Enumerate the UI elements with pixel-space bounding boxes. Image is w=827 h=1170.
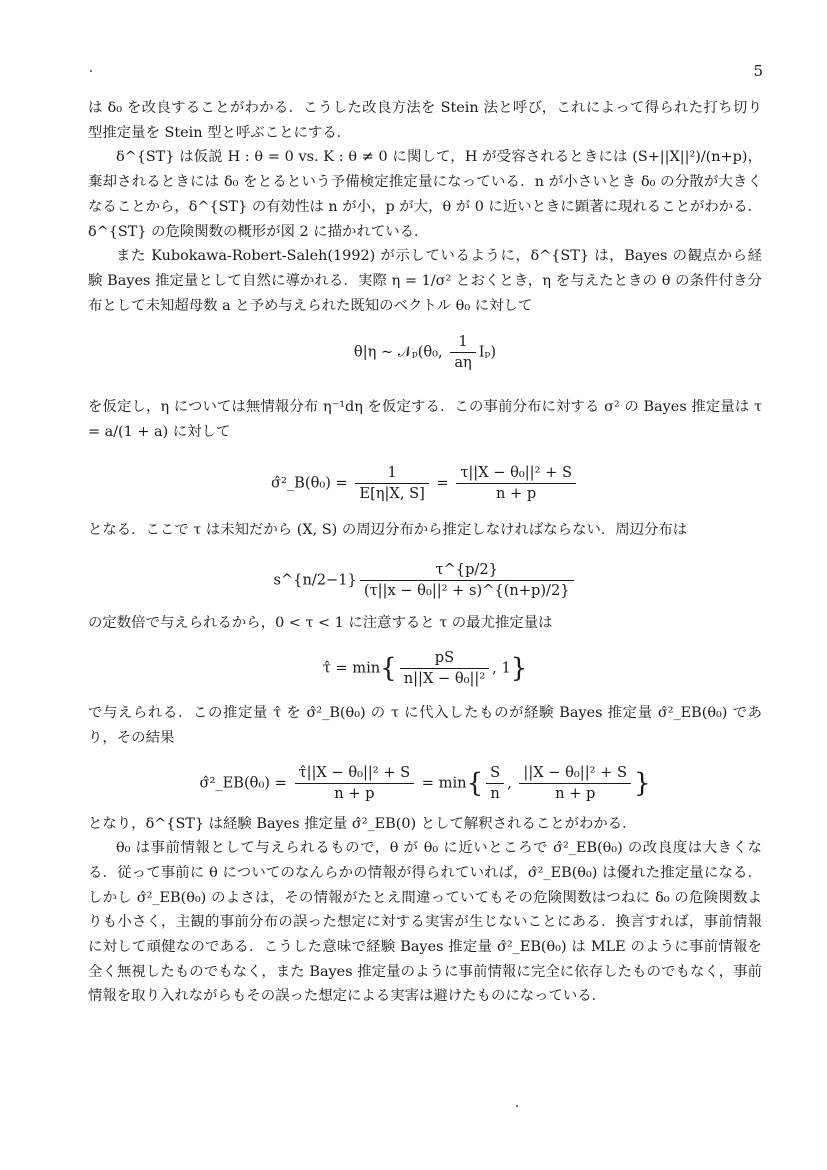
fraction-numerator: τ||X − θ₀||² + S bbox=[456, 463, 576, 484]
right-brace: } bbox=[633, 768, 651, 799]
paragraph-4: を仮定し，η については無情報分布 η⁻¹dη を仮定する．この事前分布に対する σ² の Bayes 推定量は τ = a/(1 + a) に対して bbox=[88, 399, 762, 441]
fraction-denominator: n + p bbox=[496, 484, 537, 502]
equation-prior-rhs: Iₚ) bbox=[478, 343, 497, 361]
paragraph-2: δ^{ST} は仮説 H : θ = 0 vs. K : θ ≠ 0 に関して，H が受容されるときには (S+||X||²)/(n+p)，棄却されるときには δ₀ をとるという予備検定推定量になっている．n が小さいとき δ₀ の分散が大きくなることから，δ^{ST} の有効性は n が小，p が大，θ が 0 に近いときに顕著に現れることがわかる．δ^{ST} の危険関数の概形が図 2 に描かれている． bbox=[88, 149, 762, 240]
equation-mle bbox=[88, 648, 762, 689]
fraction-numerator: pS bbox=[400, 648, 489, 669]
equation-bayes-fraction-1 bbox=[355, 463, 428, 504]
fraction-numerator: τ^{p/2} bbox=[360, 560, 574, 581]
fraction-denominator: n + p bbox=[555, 784, 596, 802]
equation-eb-fraction-1 bbox=[295, 763, 415, 804]
paragraph-9: θ₀ は事前情報として与えられるもので，θ が θ₀ に近いところで σ̂²_EB(θ₀) の改良度は大きくなる．従って事前に θ についてのなんらかの情報が得られていれば，σ̂²_EB(θ₀) は優れた推定量になる．しかし σ̂²_EB(θ₀) のよさは，その情報がたとえ間違っていてもその危険関数はつねに δ₀ の危険関数よりも小さく，主観的事前分布の誤った想定に対する実害が生じないことにある．換言すれば，事前情報に対して頑健なのである．こうした意味で経験 Bayes 推定量 σ̂²_EB(θ₀) は MLE のように事前情報を全く無視したものでもなく，また Bayes 推定量のように事前情報に完全に依存したものでもなく，事前情報を取り入れながらもその誤った想定による実害は避けたものになっている． bbox=[88, 840, 762, 1005]
fraction-numerator: ||X − θ₀||² + S bbox=[519, 763, 631, 784]
equation-mle-lhs: τ̂ = min bbox=[322, 659, 381, 677]
equation-empirical-bayes bbox=[88, 763, 762, 804]
fraction-numerator: τ̂||X − θ₀||² + S bbox=[295, 763, 415, 784]
paragraph-5: となる．ここで τ は未知だから (X, S) の周辺分布から推定しなければならない．周辺分布は bbox=[88, 521, 688, 538]
equation-mle-rhs: , 1 bbox=[492, 659, 511, 677]
equation-prior-lhs: θ|η ∼ 𝒩ₚ(θ₀, bbox=[353, 343, 448, 361]
equation-prior-fraction bbox=[450, 332, 475, 373]
paragraph-8: となり，δ^{ST} は経験 Bayes 推定量 σ̂²_EB(0) として解釈されることがわかる． bbox=[88, 815, 637, 832]
equation-bayes bbox=[88, 463, 762, 504]
scan-speck bbox=[516, 1105, 518, 1107]
fraction-denominator: aη bbox=[454, 354, 472, 372]
fraction-denominator: n||X − θ₀||² bbox=[403, 670, 486, 688]
equation-marginal-fraction bbox=[360, 560, 574, 601]
paragraph-3: また Kubokawa-Robert-Saleh(1992) が示しているように，δ^{ST} は，Bayes の観点から経験 Bayes 推定量として自然に導かれる．実際 η = 1/σ² とおくとき，η を与えたときの θ の条件付き分布として未知超母数 a と予め与えられた既知のベクトル θ₀ に対して bbox=[88, 248, 762, 314]
left-brace: { bbox=[380, 653, 397, 684]
equation-marginal-lhs: s^{n/2−1} bbox=[273, 571, 357, 589]
equation-marginal bbox=[88, 560, 762, 601]
scan-speck bbox=[90, 70, 92, 72]
equals-sign: = bbox=[431, 474, 454, 492]
left-brace: { bbox=[466, 768, 484, 799]
equation-bayes-fraction-2 bbox=[456, 463, 576, 504]
fraction-numerator: S bbox=[486, 763, 504, 784]
separator: , bbox=[507, 774, 517, 792]
equation-eb-lhs: σ̂²_EB(θ₀) = bbox=[199, 774, 292, 792]
fraction-denominator: n bbox=[490, 784, 500, 802]
equation-eb-fraction-3 bbox=[519, 763, 631, 804]
equation-prior bbox=[88, 332, 762, 373]
page-number: 5 bbox=[753, 62, 763, 80]
fraction-denominator: (τ||x − θ₀||² + s)^{(n+p)/2} bbox=[363, 582, 570, 600]
paragraph-6: の定数倍で与えられるから，0 < τ < 1 に注意すると τ の最尤推定量は bbox=[88, 615, 553, 632]
equation-eb-fraction-2 bbox=[486, 763, 504, 804]
equation-mle-fraction bbox=[400, 648, 489, 689]
equals-min: = min bbox=[417, 774, 467, 792]
paragraph-7: で与えられる．この推定量 τ̂ を σ̂²_B(θ₀) の τ に代入したものが経験 Bayes 推定量 σ̂²_EB(θ₀) であり，その結果 bbox=[88, 705, 762, 746]
fraction-numerator: 1 bbox=[355, 463, 428, 484]
fraction-denominator: n + p bbox=[334, 784, 375, 802]
paragraph-1: は δ₀ を改良することがわかる．こうした改良方法を Stein 法と呼び，これによって得られた打ち切り型推定量を Stein 型と呼ぶことにする． bbox=[88, 100, 762, 141]
equation-bayes-lhs: σ̂²_B(θ₀) = bbox=[271, 474, 353, 492]
fraction-numerator: 1 bbox=[450, 332, 475, 353]
body-text bbox=[88, 96, 762, 1009]
right-brace: } bbox=[510, 653, 528, 684]
fraction-denominator: E[η|X, S] bbox=[359, 484, 425, 502]
